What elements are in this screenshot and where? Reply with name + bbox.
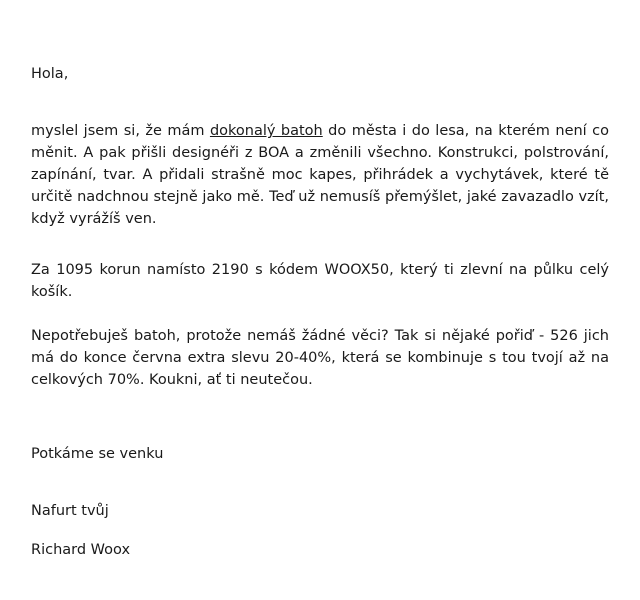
product-link[interactable]: dokonalý batoh <box>209 123 323 139</box>
closing-line: Potkáme se venku <box>31 446 164 462</box>
intro-paragraph <box>31 120 609 230</box>
greeting: Hola, <box>31 66 69 82</box>
sale-paragraph: Nepotřebuješ batoh, protože nemáš žádné věci? Tak si nějaké pořiď - 526 jich má do konce června extra slevu 20-40%, která se kombinuje s tou tvojí až na celkových 70%. Koukni, ať ti neutečou. <box>31 328 609 388</box>
intro-text-start: myslel jsem si, že mám <box>31 123 210 139</box>
price-paragraph: Za 1095 korun namísto 2190 s kódem WOOX50, který ti zlevní na půlku celý košík. <box>31 262 609 300</box>
intro-text-rest: do města i do lesa, na kterém není co měnit. A pak přišli designéři z BOA a změnili všechno. Konstrukci, polstrování, zapínání, tvar. A přidali strašně moc kapes, přihrádek a vychytávek, které tě určitě nadchnou stejně jako mě. Teď už nemusíš přemýšlet, jaké zavazadlo vzít, když vyrážíš ven. <box>31 123 609 227</box>
signature-line: Nafurt tvůj <box>31 503 109 519</box>
signature-name: Richard Woox <box>31 542 131 558</box>
